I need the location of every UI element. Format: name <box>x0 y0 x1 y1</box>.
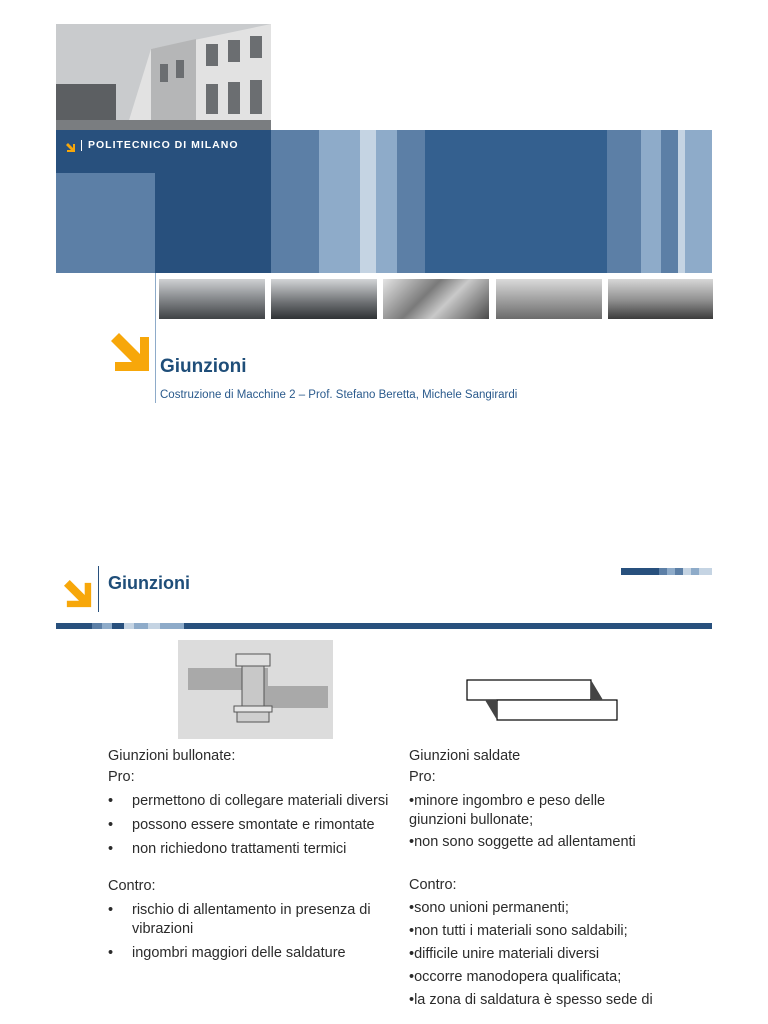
contro-label: Contro: <box>409 877 457 893</box>
list-item: •sono unioni permanenti; <box>409 900 569 916</box>
arrow-icon <box>111 333 153 375</box>
list-item: •difficile unire materiali diversi <box>409 946 600 962</box>
list-item: • rischio di allentamento in presenza di vibrazioni <box>108 901 390 939</box>
stripe <box>607 130 641 273</box>
thumbnail-photo <box>271 279 377 319</box>
thumbnail-photo <box>608 279 713 319</box>
logo-arrow-icon <box>66 140 76 150</box>
slide-title: Giunzioni <box>160 356 247 377</box>
arrow-icon <box>64 580 94 610</box>
right-column <box>409 746 709 1013</box>
thumbnail-photo <box>496 279 602 319</box>
list-item: • possono essere smontate e rimontate <box>108 816 390 835</box>
stripe <box>661 130 678 273</box>
bolted-heading: Giunzioni bullonate: <box>108 748 236 764</box>
header-rule <box>56 623 712 629</box>
list-item: •minore ingombro e peso delle giunzioni bullonate; <box>409 793 606 828</box>
stripe <box>376 130 397 273</box>
list-item: •non sono soggette ad allentamenti <box>409 834 636 850</box>
banner-navy-left <box>56 130 271 173</box>
list-item: •la zona di saldatura è spesso sede di <box>409 992 653 1008</box>
welded-heading: Giunzioni saldate <box>409 748 521 764</box>
divider-vertical <box>155 273 156 403</box>
list-item: • ingombri maggiori delle saldature <box>108 944 390 963</box>
list-item: •non tutti i materiali sono saldabili; <box>409 923 628 939</box>
decor-squares <box>621 568 712 575</box>
list-item: • non richiedono trattamenti termici <box>108 840 390 859</box>
stripe <box>397 130 425 273</box>
logo-text: POLITECNICO DI MILANO <box>88 139 239 151</box>
building-illustration <box>56 24 271 130</box>
stripe <box>685 130 712 273</box>
welded-joint-figure <box>463 676 621 724</box>
pros-list <box>409 792 709 853</box>
stripe <box>641 130 661 273</box>
building-photo <box>56 24 271 130</box>
section-title: Giunzioni <box>108 573 190 593</box>
logo <box>66 139 239 151</box>
list-item: •occorre manodopera qualificata; <box>409 969 622 985</box>
thumbnail-photo <box>159 279 265 319</box>
cons-list <box>108 901 390 963</box>
bolted-joint-figure <box>178 640 333 739</box>
banner-block-navy <box>155 173 271 273</box>
pro-label: Pro: <box>409 769 436 785</box>
banner-block-mid <box>56 173 155 273</box>
cons-list <box>409 898 709 1011</box>
stripe <box>319 130 360 273</box>
left-column <box>108 746 390 968</box>
divider-vertical <box>98 566 99 612</box>
pro-label: Pro: <box>108 769 135 785</box>
slide-subtitle: Costruzione di Macchine 2 – Prof. Stefano Beretta, Michele Sangirardi <box>160 389 518 401</box>
pros-list <box>108 792 390 859</box>
stripe <box>271 130 319 273</box>
stripe <box>425 130 607 273</box>
thumbnail-photo <box>383 279 489 319</box>
contro-label: Contro: <box>108 878 156 894</box>
stripe <box>360 130 376 273</box>
stripe <box>678 130 685 273</box>
list-item: • permettono di collegare materiali diversi <box>108 792 390 811</box>
